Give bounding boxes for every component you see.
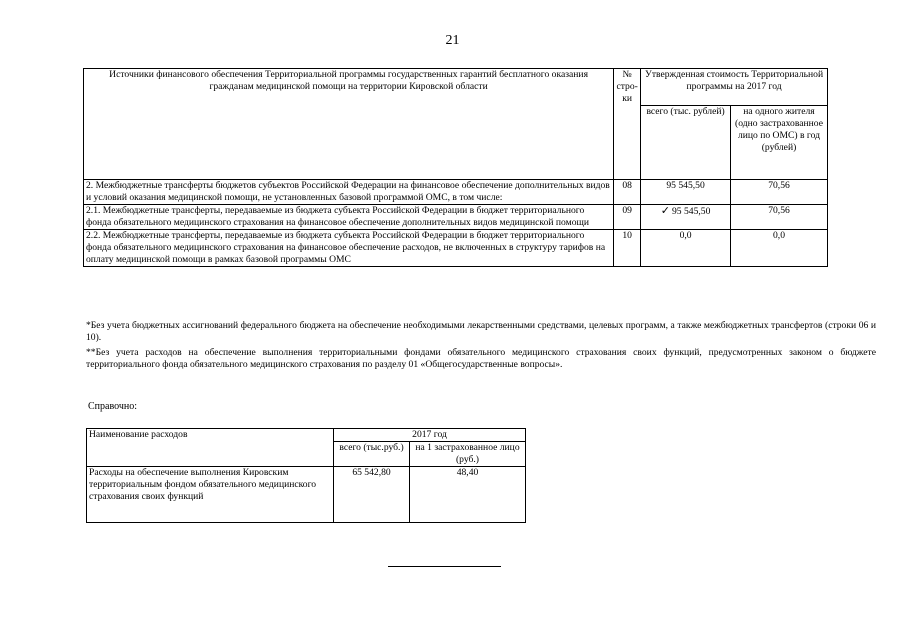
expense-name: Расходы на обеспечение выполнения Кировским территориальным фондом обязательного медицинского страхования своих функций: [87, 467, 334, 523]
header-total: всего (тыс.руб.): [334, 442, 410, 467]
header-approved-cost: Утвержденная стоимость Территориальной программы на 2017 год: [641, 69, 828, 106]
row-source: 2.1. Межбюджетные трансферты, передаваемые из бюджета субъекта Российской Федерации в бюджет территориального фонда обязательного медицинского страхования на финансовое обеспечение дополнительных видов медицинской помощи: [84, 205, 614, 230]
row-number: 08: [614, 180, 641, 205]
header-year: 2017 год: [334, 429, 526, 442]
footnote-1: *Без учета бюджетных ассигнований федерального бюджета на обеспечение необходимыми лекарственными средствами, целевых программ, а также межбюджетных трансфертов (строки 06 и 10).: [86, 320, 876, 343]
end-divider: [388, 566, 501, 567]
table-header-row: [84, 69, 828, 106]
table-row: [84, 230, 828, 267]
checkmark-icon: ✓: [660, 205, 670, 217]
footnote-2: **Без учета расходов на обеспечение выполнения территориальными фондами обязательного медицинского страхования своих функций, предусмотренных законом о бюджете территориального фонда обязательного медицинского страхования по разделу 01 «Общегосударственные вопросы».: [86, 347, 876, 370]
row-source: 2. Межбюджетные трансферты бюджетов субъектов Российской Федерации на финансовое обеспечение дополнительных видов и условий оказания медицинской помощи, не установленных базовой программой ОМС, в том числе:: [84, 180, 614, 205]
expense-total: 65 542,80: [334, 467, 410, 523]
header-total: всего (тыс. рублей): [641, 106, 731, 180]
row-total: 0,0: [641, 230, 731, 267]
header-per-insured: на 1 застрахованное лицо (руб.): [410, 442, 526, 467]
header-per-resident: на одного жителя (одно застрахованное лицо по ОМС) в год (рублей): [731, 106, 828, 180]
row-total: 95 545,50: [641, 180, 731, 205]
header-row-no: № стро-ки: [614, 69, 641, 180]
page-number: 21: [445, 33, 460, 48]
reference-header-row: [87, 429, 526, 442]
row-per-resident: 0,0: [731, 230, 828, 267]
header-expense-name: Наименование расходов: [87, 429, 334, 467]
row-total: 95 545,50: [671, 206, 711, 217]
table-row: [87, 467, 526, 523]
financing-sources-table: [83, 68, 828, 267]
footnotes: [86, 320, 876, 374]
row-per-resident: 70,56: [731, 180, 828, 205]
reference-table: [86, 428, 526, 523]
table-row: [84, 180, 828, 205]
reference-title: Справочно:: [88, 401, 138, 412]
expense-per-insured: 48,40: [410, 467, 526, 523]
row-total-cell: [641, 205, 731, 230]
row-per-resident: 70,56: [731, 205, 828, 230]
row-number: 09: [614, 205, 641, 230]
row-number: 10: [614, 230, 641, 267]
row-source: 2.2. Межбюджетные трансферты, передаваемые из бюджета субъекта Российской Федерации в бюджет территориального фонда обязательного медицинского страхования на финансовое обеспечение расходов, не включенных в структуру тарифов на оплату медицинской помощи в рамках базовой программы ОМС: [84, 230, 614, 267]
table-row: [84, 205, 828, 230]
header-sources: Источники финансового обеспечения Территориальной программы государственных гарантий бесплатного оказания гражданам медицинской помощи на территории Кировской области: [84, 69, 614, 180]
